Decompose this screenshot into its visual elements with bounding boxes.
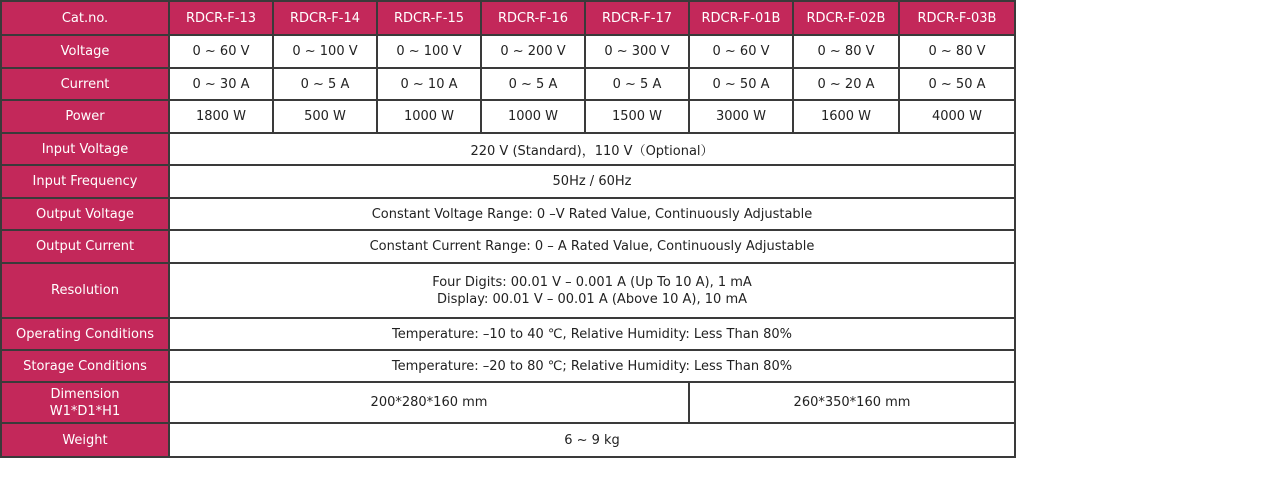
model-header: RDCR-F-13 bbox=[169, 1, 273, 35]
current-row bbox=[1, 68, 1015, 100]
table-cell: 0 ~ 60 V bbox=[689, 35, 793, 68]
table-cell: 220 V (Standard)，110 V（Optional） bbox=[169, 133, 1015, 165]
row-label bbox=[1, 382, 169, 423]
table-cell: 3000 W bbox=[689, 100, 793, 133]
row-label: Operating Conditions bbox=[1, 318, 169, 350]
model-header: RDCR-F-17 bbox=[585, 1, 689, 35]
resolution-line-1: Four Digits: 00.01 V – 0.001 A (Up To 10 A), 1 mA bbox=[432, 274, 752, 290]
row-label: Input Voltage bbox=[1, 133, 169, 165]
model-header: RDCR-F-01B bbox=[689, 1, 793, 35]
row-label: Storage Conditions bbox=[1, 350, 169, 382]
resolution-line-2: Display: 00.01 V – 00.01 A (Above 10 A), 10 mA bbox=[437, 291, 747, 307]
row-label: Voltage bbox=[1, 35, 169, 68]
row-label: Output Voltage bbox=[1, 198, 169, 230]
table-cell: 50Hz / 60Hz bbox=[169, 165, 1015, 198]
table-cell: 500 W bbox=[273, 100, 377, 133]
table-cell: 1000 W bbox=[377, 100, 481, 133]
table-cell: 6 ~ 9 kg bbox=[169, 423, 1015, 457]
resolution-row bbox=[1, 263, 1015, 318]
model-header: RDCR-F-14 bbox=[273, 1, 377, 35]
table-cell: Constant Voltage Range: 0 –V Rated Value, Continuously Adjustable bbox=[169, 198, 1015, 230]
table-cell: 1800 W bbox=[169, 100, 273, 133]
dimension-sublabel: W1*D1*H1 bbox=[49, 403, 121, 419]
table-cell: 1600 W bbox=[793, 100, 899, 133]
cat-no-header: Cat.no. bbox=[1, 1, 169, 35]
table-cell: 0 ~ 10 A bbox=[377, 68, 481, 100]
table-cell: 0 ~ 80 V bbox=[793, 35, 899, 68]
row-label: Power bbox=[1, 100, 169, 133]
output-current-row bbox=[1, 230, 1015, 263]
table-cell bbox=[169, 263, 1015, 318]
table-cell: 0 ~ 300 V bbox=[585, 35, 689, 68]
output-voltage-row bbox=[1, 198, 1015, 230]
model-header: RDCR-F-16 bbox=[481, 1, 585, 35]
table-cell: 0 ~ 30 A bbox=[169, 68, 273, 100]
row-label: Input Frequency bbox=[1, 165, 169, 198]
table-cell: 0 ~ 20 A bbox=[793, 68, 899, 100]
table-cell: 0 ~ 5 A bbox=[585, 68, 689, 100]
table-cell: 0 ~ 100 V bbox=[273, 35, 377, 68]
table-cell: 0 ~ 50 A bbox=[899, 68, 1015, 100]
table-cell: 0 ~ 80 V bbox=[899, 35, 1015, 68]
row-label: Output Current bbox=[1, 230, 169, 263]
header-row bbox=[1, 1, 1015, 35]
row-label: Weight bbox=[1, 423, 169, 457]
table-cell: Temperature: –20 to 80 ℃; Relative Humidity: Less Than 80% bbox=[169, 350, 1015, 382]
table-cell: Constant Current Range: 0 – A Rated Value, Continuously Adjustable bbox=[169, 230, 1015, 263]
dimension-row bbox=[1, 382, 1015, 423]
table-cell: 1000 W bbox=[481, 100, 585, 133]
row-label: Resolution bbox=[1, 263, 169, 318]
input-voltage-row bbox=[1, 133, 1015, 165]
row-label: Current bbox=[1, 68, 169, 100]
model-header: RDCR-F-03B bbox=[899, 1, 1015, 35]
voltage-row bbox=[1, 35, 1015, 68]
power-row bbox=[1, 100, 1015, 133]
input-frequency-row bbox=[1, 165, 1015, 198]
table-cell: 200*280*160 mm bbox=[169, 382, 689, 423]
table-cell: 0 ~ 5 A bbox=[273, 68, 377, 100]
table-cell: 0 ~ 100 V bbox=[377, 35, 481, 68]
model-header: RDCR-F-02B bbox=[793, 1, 899, 35]
table-cell: 1500 W bbox=[585, 100, 689, 133]
table-cell: 0 ~ 50 A bbox=[689, 68, 793, 100]
storage-conditions-row bbox=[1, 350, 1015, 382]
operating-conditions-row bbox=[1, 318, 1015, 350]
table-cell: 0 ~ 5 A bbox=[481, 68, 585, 100]
table-cell: 0 ~ 200 V bbox=[481, 35, 585, 68]
model-header: RDCR-F-15 bbox=[377, 1, 481, 35]
table-cell: 260*350*160 mm bbox=[689, 382, 1015, 423]
dimension-label: Dimension bbox=[50, 386, 120, 402]
table-cell: Temperature: –10 to 40 ℃, Relative Humidity: Less Than 80% bbox=[169, 318, 1015, 350]
table-cell: 0 ~ 60 V bbox=[169, 35, 273, 68]
weight-row bbox=[1, 423, 1015, 457]
table-cell: 4000 W bbox=[899, 100, 1015, 133]
